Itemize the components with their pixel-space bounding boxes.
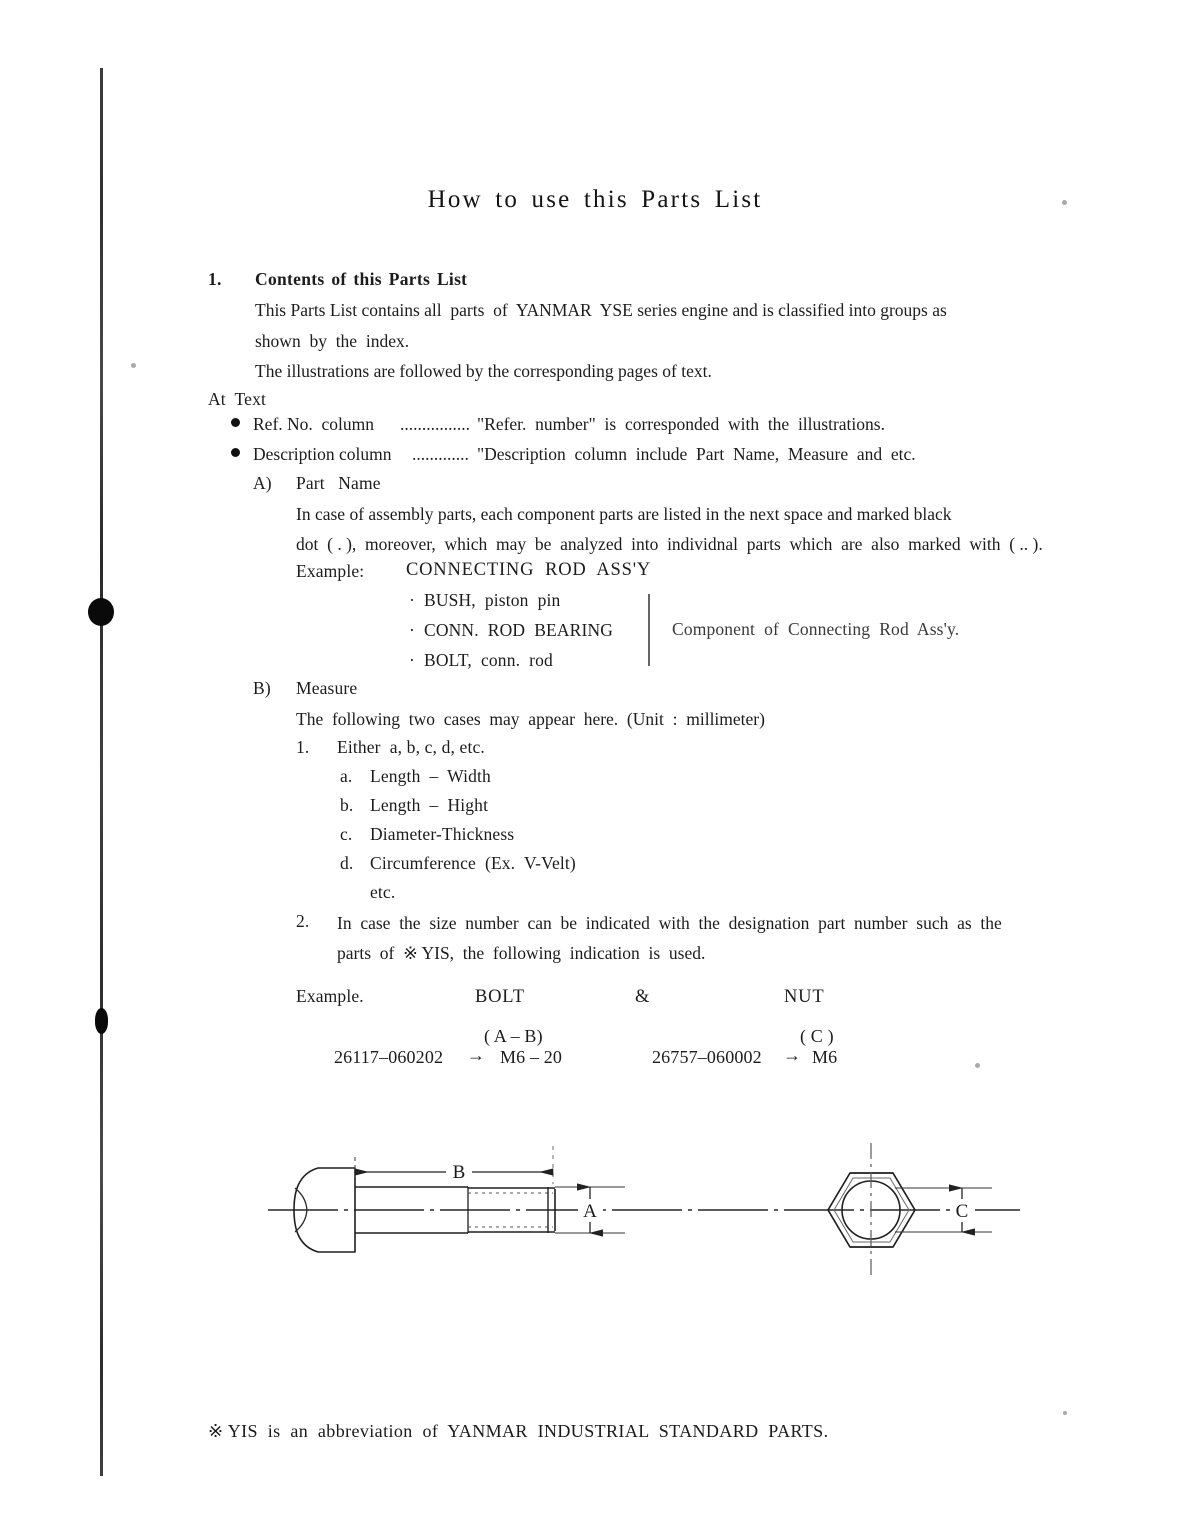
example-label: Example: <box>296 561 365 581</box>
part-name-heading: Part Name <box>296 473 381 493</box>
bullet-0-label: Ref. No. column <box>253 414 375 434</box>
nut-arrow-icon: → <box>783 1045 802 1065</box>
measure-intro: The following two cases may appear here. (Unit : millimeter) <box>296 709 765 729</box>
component-brace-line <box>648 594 650 666</box>
list-bullet-icon <box>231 448 240 457</box>
bullet-1-leader: ............. <box>412 444 469 464</box>
bolt-nut-example-label: Example. <box>296 986 364 1006</box>
example-assembly-title: CONNECTING ROD ASS'Y <box>406 560 652 580</box>
scan-speck <box>1063 1411 1067 1415</box>
measure-item-c-text: Diameter-Thickness <box>370 824 515 844</box>
measure-item-b-text: Length – Hight <box>370 795 489 815</box>
measure-case1-number: 1. <box>296 737 310 757</box>
dimension-labels <box>446 1160 975 1222</box>
measure-item-a-text: Length – Width <box>370 766 491 786</box>
bullet-0-leader: ................ <box>400 414 470 434</box>
section1-heading: Contents of this Parts List <box>255 269 468 289</box>
binding-margin-line <box>100 68 103 1476</box>
binding-hole-lower <box>95 1008 108 1034</box>
measure-heading: Measure <box>296 678 358 698</box>
part-name-body-line1: In case of assembly parts, each component parts are listed in the next space and marked black <box>296 504 952 524</box>
measure-item-a-letter: a. <box>340 766 353 786</box>
bullet-0-text: "Refer. number" is corresponded with the illustrations. <box>477 414 885 434</box>
bolt-arrow-icon: → <box>467 1045 486 1065</box>
measure-case2-line2: parts of ※ YIS, the following indication is used. <box>337 943 706 963</box>
scan-speck <box>131 363 136 368</box>
nut-part-value: M6 <box>812 1047 838 1067</box>
bolt-part-code: 26117–060202 <box>334 1047 444 1067</box>
measure-item-b-letter: b. <box>340 795 354 815</box>
technical-drawing <box>250 1110 1050 1320</box>
bolt-part-value: M6 – 20 <box>500 1047 563 1067</box>
component-item-2: · BOLT, conn. rod <box>409 650 553 670</box>
measure-case2-line1: In case the size number can be indicated with the designation part number such as the <box>337 913 1002 933</box>
nut-dim-label: ( C ) <box>800 1026 834 1046</box>
section1-body-line1: This Parts List contains all parts of YANMAR YSE series engine and is classified into groups as <box>255 300 947 320</box>
component-item-1: · CONN. ROD BEARING <box>409 620 614 640</box>
bolt-diameter-label: A <box>583 1201 597 1222</box>
component-note: Component of Connecting Rod Ass'y. <box>672 619 960 639</box>
measure-item-d-text: Circumference (Ex. V-Velt) <box>370 853 576 873</box>
section1-body-line2: shown by the index. <box>255 331 410 351</box>
measure-case2-number: 2. <box>296 911 310 931</box>
component-item-0: · BUSH, piston pin <box>409 590 561 610</box>
bolt-heading: BOLT <box>475 987 525 1007</box>
part-name-marker: A) <box>253 473 272 493</box>
measure-item-d-letter: d. <box>340 853 354 873</box>
nut-bore-label: C <box>955 1201 969 1222</box>
part-name-body-line2: dot ( . ), moreover, which may be analyzed into individnal parts which are also marked with ( .. ). <box>296 534 1043 554</box>
page-title: How to use this Parts List <box>427 186 763 213</box>
nut-heading: NUT <box>784 987 825 1007</box>
section1-number: 1. <box>208 269 222 289</box>
measure-item-etc: etc. <box>370 882 396 902</box>
measure-item-c-letter: c. <box>340 824 353 844</box>
section1-body-line3: The illustrations are followed by the corresponding pages of text. <box>255 361 712 381</box>
measure-case1-text: Either a, b, c, d, etc. <box>337 737 485 757</box>
nut-part-code: 26757–060002 <box>652 1047 762 1067</box>
bullet-1-text: "Description column include Part Name, Measure and etc. <box>477 444 916 464</box>
ampersand-separator: & <box>635 987 650 1007</box>
measure-marker: B) <box>253 678 271 698</box>
bolt-dim-label: ( A – B) <box>484 1026 543 1046</box>
bolt-length-label: B <box>452 1162 466 1183</box>
at-text-heading: At Text <box>208 389 266 409</box>
bullet-1-label: Description column <box>253 444 392 464</box>
scan-speck <box>975 1063 980 1068</box>
footer-note: ※ YIS is an abbreviation of YANMAR INDUSTRIAL STANDARD PARTS. <box>208 1421 829 1441</box>
binding-hole-upper <box>88 598 114 626</box>
list-bullet-icon <box>231 418 240 427</box>
